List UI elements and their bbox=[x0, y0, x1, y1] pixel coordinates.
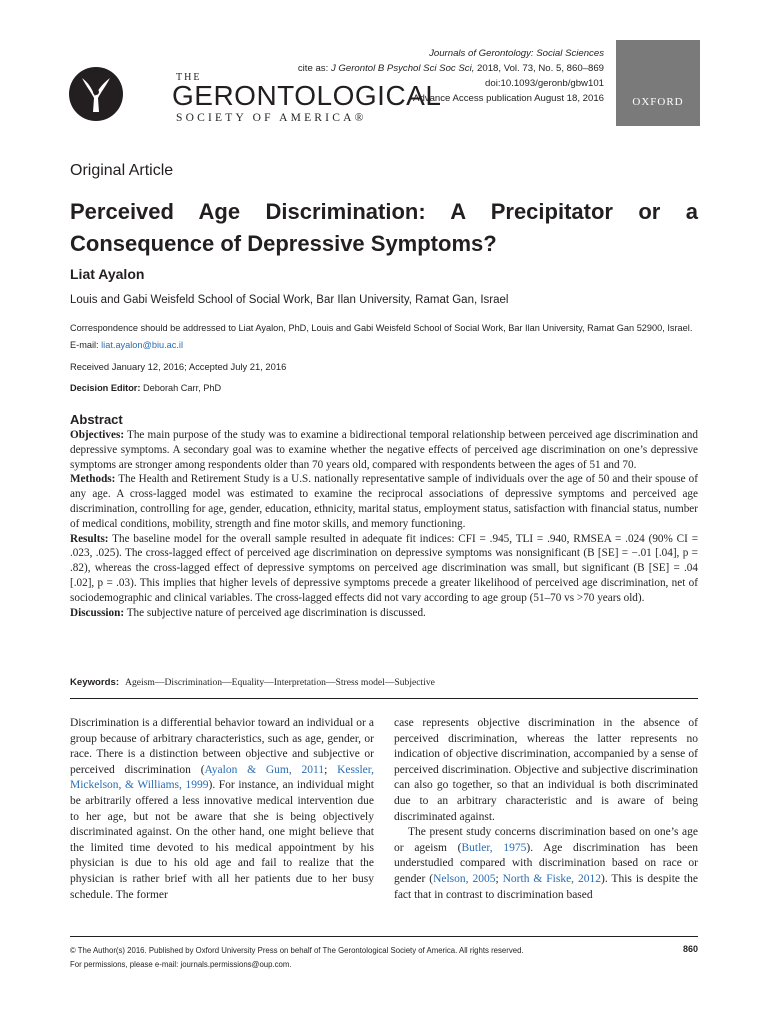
body-text: ; bbox=[324, 763, 338, 776]
permissions: For permissions, please e-mail: journals.permissions@oup.com. bbox=[70, 959, 292, 969]
body-paragraph bbox=[394, 716, 698, 825]
discussion-text: The subjective nature of perceived age discrimination is discussed. bbox=[124, 606, 426, 619]
body-text: ). For instance, an individual might be arbitrarily offered a less innovative medical intervention due to her age, but not be aware that she is being objectively discriminated against. On the other hand, one might believe that the limited time devoted to his medical appointment by his physician is due to his old age and fail to realize that the physician is rather brief with all her patients due to her busy schedule. The former bbox=[70, 779, 374, 901]
results-text: The baseline model for the overall sample resulted in adequate fit indices: CFI = .945, TLI = .940, RMSEA = .024 (90% CI = .023, .025). The cross-lagged effect of perceived age discrimination on depressive symptoms was nonsignificant (B [SE] = −.01 [.04], p = .82), whereas the cross-lagged effect of depressive symptoms on perceived age discrimination was small, but significant (B [SE] = .04 [.02], p = .03). This implies that higher levels of depressive symptoms precede a greater likelihood of perceived age discrimination, net of sociodemographic and clinical variables. The cross-lagged effects did not vary according to age group (51–70 vs >70 years old). bbox=[70, 532, 698, 604]
correspondence bbox=[70, 320, 700, 354]
objectives-text: The main purpose of the study was to examine a bidirectional temporal relationship between perceived age discrimination and depressive symptoms. A secondary goal was to examine whether the negative effects of perceived age discrimination on one’s depressive symptoms are stronger among respondents older than 70 years old, compared with respondents between the ages of 51 and 70. bbox=[70, 429, 698, 471]
abstract-results bbox=[70, 532, 698, 606]
ref-butler[interactable]: Butler, 1975 bbox=[461, 841, 527, 854]
section-divider bbox=[70, 698, 698, 699]
author-name: Liat Ayalon bbox=[70, 266, 145, 282]
body-text: ). This is despite the fact that in contrast to discrimination based bbox=[394, 872, 698, 901]
cite-volume: 2018, Vol. 73, No. 5, 860–869 bbox=[474, 63, 604, 74]
body-column-right bbox=[394, 716, 698, 903]
abstract-discussion bbox=[70, 606, 698, 621]
abstract-methods bbox=[70, 472, 698, 531]
methods-text: The Health and Retirement Study is a U.S. nationally representative sample of individuals over the age of 50 and their spouse of any age. A cross-lagged model was estimated to examine the reciprocal associations of depressive symptoms and perceived age discrimination, controlling for age, gender, education, ethnicity, marital status, employment status, satisfaction with financial status, number of medical conditions, mobility, strength and fine motor skills, and memory functioning. bbox=[70, 473, 698, 530]
body-paragraph bbox=[394, 825, 698, 903]
journal-citation bbox=[298, 46, 604, 106]
advance-access: Advance Access publication August 18, 2016 bbox=[413, 93, 604, 104]
editor-name: Deborah Carr, PhD bbox=[140, 383, 222, 393]
discussion-label: Discussion: bbox=[70, 606, 125, 619]
body-text: Discrimination is a differential behavior toward an individual or a group because of arbitrary characteristics, such as age, gender, or race. There is a distinction between objective and subjective or perceived discrimination ( bbox=[70, 717, 374, 776]
oxford-logo bbox=[616, 40, 700, 126]
article-title: Perceived Age Discrimination: A Precipitator or a Consequence of Depressive Symptoms? bbox=[70, 199, 698, 256]
body-text: case represents objective discrimination in the absence of perceived discrimination, whereas the latter represents no indication of objective discrimination, accompanied by a sense of perceived discrimination. Objective and subjective discrimination can also go together, so that an individual is both discriminated due to an arbitrary characteristic and is aware of being discriminated against. bbox=[394, 717, 698, 823]
footer-divider bbox=[70, 936, 698, 937]
keywords-text: Ageism—Discrimination—Equality—Interpretation—Stress model—Subjective bbox=[125, 677, 435, 688]
abstract-objectives bbox=[70, 428, 698, 472]
abstract-heading: Abstract bbox=[70, 412, 123, 427]
cite-prefix: cite as: bbox=[297, 63, 331, 74]
cite-line bbox=[298, 61, 604, 76]
correspondence-text: Correspondence should be addressed to Liat Ayalon, PhD, Louis and Gabi Weisfeld School of Social Work, Bar Ilan University, Ramat Gan 52900, Israel. E-mail: bbox=[70, 323, 693, 350]
oxford-logo-text: OXFORD bbox=[632, 96, 684, 108]
body-paragraph bbox=[70, 716, 374, 903]
author-affiliation: Louis and Gabi Weisfeld School of Social Work, Bar Ilan University, Ramat Gan, Israel bbox=[70, 294, 509, 306]
email-link[interactable]: liat.ayalon@biu.ac.il bbox=[101, 340, 183, 350]
journal-name: Journals of Gerontology: Social Sciences bbox=[429, 48, 604, 59]
methods-label: Methods: bbox=[70, 473, 116, 486]
decision-editor bbox=[70, 383, 221, 393]
abstract bbox=[70, 412, 698, 620]
editor-label: Decision Editor: bbox=[70, 383, 141, 393]
body-text: ). Age discrimination has been understudied compared with discrimination based on race or gender ( bbox=[394, 841, 698, 885]
logo-the: THE bbox=[176, 72, 202, 83]
body-text: The present study concerns discrimination based on one’s age or ageism ( bbox=[394, 826, 698, 854]
page-number: 860 bbox=[682, 944, 698, 954]
society-emblem-icon bbox=[68, 66, 124, 122]
ref-kessler[interactable]: Kessler, Mickelson, & Williams, 1999 bbox=[70, 763, 374, 792]
logo-society: SOCIETY OF AMERICA® bbox=[176, 112, 367, 124]
copyright: © The Author(s) 2016. Published by Oxford University Press on behalf of The Gerontological Society of America. All rights reserved. bbox=[70, 946, 524, 955]
keywords bbox=[70, 677, 435, 688]
keywords-label: Keywords: bbox=[70, 677, 120, 688]
article-type: Original Article bbox=[70, 162, 174, 179]
body-text: ; bbox=[495, 872, 503, 885]
footer bbox=[70, 944, 524, 971]
objectives-label: Objectives: bbox=[70, 429, 125, 441]
ref-nelson[interactable]: Nelson, 2005 bbox=[433, 872, 496, 885]
ref-ayalon-gum[interactable]: Ayalon & Gum, 2011 bbox=[204, 763, 325, 776]
results-label: Results: bbox=[70, 532, 109, 545]
cite-journal: J Gerontol B Psychol Sci Soc Sci, bbox=[330, 63, 475, 74]
logo-name: GERONTOLOGICAL bbox=[172, 80, 442, 111]
ref-north-fiske[interactable]: North & Fiske, 2012 bbox=[502, 872, 601, 885]
doi[interactable]: doi:10.1093/geronb/gbw101 bbox=[485, 78, 604, 89]
body-column-left bbox=[70, 716, 374, 903]
received-dates: Received January 12, 2016; Accepted July 21, 2016 bbox=[70, 361, 287, 372]
